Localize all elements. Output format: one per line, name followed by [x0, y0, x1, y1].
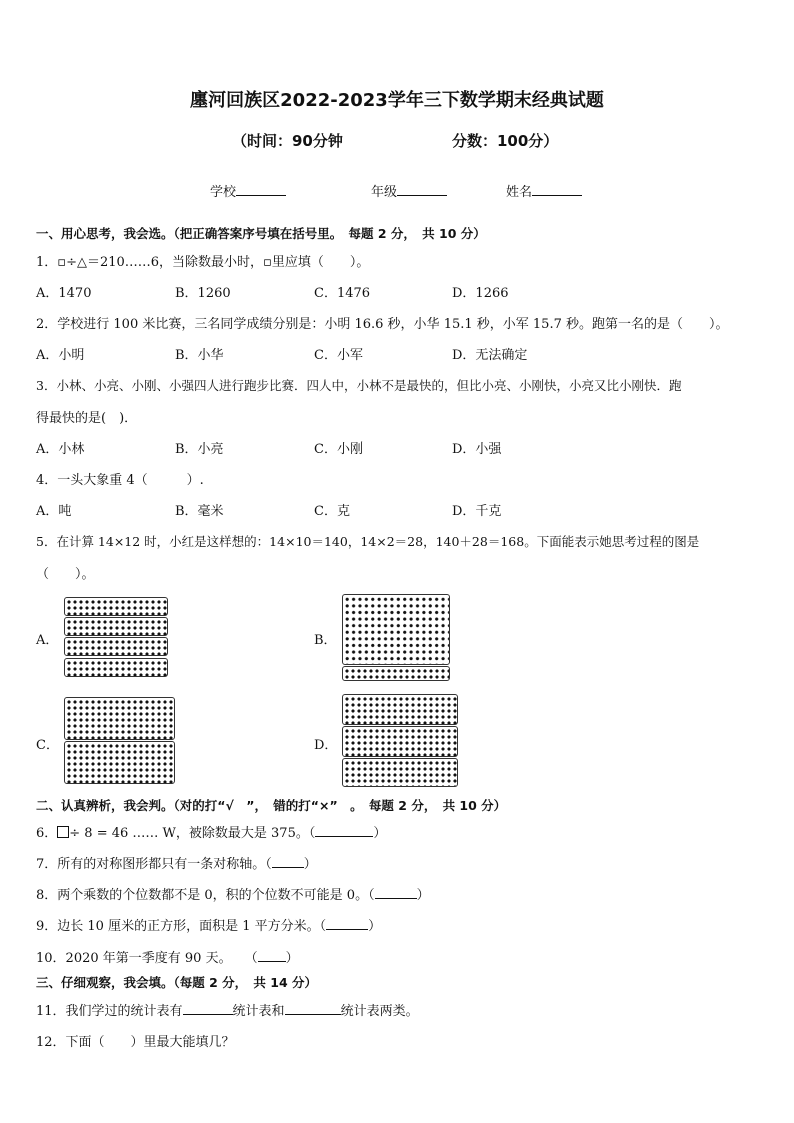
- question-3-line-1: 3．小林、小亮、小刚、小强四人进行跑步比赛．四人中，小林不是最快的，但比小亮、小刚快，小亮又比小刚快．跑: [36, 378, 682, 393]
- q10-answer-blank[interactable]: [258, 948, 286, 962]
- name-label: 姓名: [506, 185, 533, 200]
- q6-answer-blank[interactable]: [315, 823, 373, 837]
- q4-option-a[interactable]: A．吨: [36, 504, 72, 519]
- question-9: [36, 915, 381, 934]
- grade-blank[interactable]: [397, 182, 447, 196]
- dot-strip: [64, 597, 168, 616]
- q1-option-b[interactable]: B．1260: [175, 286, 231, 301]
- q9-text: 9．边长 10 厘米的正方形，面积是 1 平方分米。（: [36, 919, 327, 934]
- question-8: [36, 884, 430, 903]
- q1-option-c[interactable]: C．1476: [314, 286, 371, 301]
- grade-field: [371, 181, 447, 200]
- square-box-icon: [57, 826, 69, 838]
- dot-strip: [64, 658, 168, 677]
- question-2: 2．学校进行 100 米比赛，三名同学成绩分别是：小明 16.6 秒，小华 15.1 秒，小军 15.7 秒。跑第一名的是（ ）。: [36, 317, 729, 332]
- q5-option-c[interactable]: C．: [36, 738, 59, 753]
- name-field: [506, 181, 582, 200]
- q3-option-c[interactable]: C．小刚: [314, 442, 363, 457]
- dot-block: [342, 726, 458, 757]
- q6-number: 6．: [36, 826, 58, 841]
- q5-option-a[interactable]: A．: [36, 633, 59, 648]
- dot-strip: [64, 637, 168, 656]
- exam-time: （时间：90分钟: [232, 132, 343, 150]
- dot-strip: [64, 617, 168, 636]
- q11-text-3: 统计表两类。: [340, 1004, 419, 1019]
- q2-option-d[interactable]: D．无法确定: [452, 348, 528, 363]
- section-1-heading: 一、用心思考，我会选。（把正确答案序号填在括号里。 每题 2 分， 共 10 分）: [36, 226, 486, 241]
- q8-answer-blank[interactable]: [375, 885, 417, 899]
- question-3-line-2: 得最快的是( )．: [36, 411, 138, 426]
- q1-option-d[interactable]: D．1266: [452, 286, 509, 301]
- q11-text-2: 统计表和: [232, 1004, 285, 1019]
- q9-close: ）: [368, 919, 382, 934]
- dot-block: [342, 694, 458, 725]
- question-10: [36, 947, 299, 966]
- question-4: 4．一头大象重 4（ ）.: [36, 473, 204, 488]
- q8-close: ）: [416, 888, 430, 903]
- dot-block: [342, 594, 450, 665]
- question-5-line-1: 5．在计算 14×12 时，小红是这样想的：14×10＝140，14×2＝28，140＋28＝168。下面能表示她思考过程的图是: [36, 534, 700, 549]
- exam-score: 分数：100分）: [452, 132, 559, 150]
- question-11: [36, 1000, 419, 1019]
- q9-answer-blank[interactable]: [326, 916, 368, 930]
- q10-text: 10．2020 年第一季度有 90 天。 （: [36, 951, 258, 966]
- section-3-heading: 三、仔细观察，我会填。（每题 2 分， 共 14 分）: [36, 975, 318, 990]
- dot-block: [342, 758, 458, 787]
- question-5-line-2: （ ）。: [36, 567, 95, 582]
- q5-option-b[interactable]: B．: [314, 633, 337, 648]
- q4-option-d[interactable]: D．千克: [452, 504, 502, 519]
- q11-blank-2[interactable]: [285, 1001, 341, 1015]
- q7-answer-blank[interactable]: [272, 854, 304, 868]
- q3-option-a[interactable]: A．小林: [36, 442, 85, 457]
- dot-block: [64, 697, 175, 740]
- q6-text: ÷ 8 = 46 …… W，被除数最大是 375。（: [69, 826, 316, 841]
- name-blank[interactable]: [532, 182, 582, 196]
- q3-option-b[interactable]: B．小亮: [175, 442, 224, 457]
- q2-option-c[interactable]: C．小军: [314, 348, 363, 363]
- q2-option-b[interactable]: B．小华: [175, 348, 224, 363]
- section-2-heading: 二、认真辨析，我会判。（对的打“√ ”， 错的打“×” 。 每题 2 分， 共 10 分）: [36, 798, 507, 813]
- grade-label: 年级: [371, 185, 398, 200]
- question-1: 1．▫÷△＝210……6，当除数最小时，▫里应填（ ）。: [36, 255, 370, 270]
- page-title: 廛河回族区2022-2023学年三下数学期末经典试题: [190, 90, 604, 111]
- q6-close: ）: [373, 826, 387, 841]
- dot-strip: [342, 666, 450, 681]
- school-label: 学校: [210, 185, 237, 200]
- q7-close: ）: [303, 857, 317, 872]
- q3-option-d[interactable]: D．小强: [452, 442, 502, 457]
- q2-option-a[interactable]: A．小明: [36, 348, 85, 363]
- q7-text: 7．所有的对称图形都只有一条对称轴。（: [36, 857, 272, 872]
- q4-option-c[interactable]: C．克: [314, 504, 350, 519]
- q1-option-a[interactable]: A．1470: [36, 286, 92, 301]
- q8-text: 8．两个乘数的个位数都不是 0，积的个位数不可能是 0。（: [36, 888, 375, 903]
- q10-close: ）: [285, 951, 299, 966]
- question-6: [36, 822, 386, 841]
- school-field: [210, 181, 286, 200]
- question-12: 12．下面（ ）里最大能填几？: [36, 1035, 235, 1050]
- q5-option-d[interactable]: D．: [314, 738, 338, 753]
- school-blank[interactable]: [236, 182, 286, 196]
- q11-blank-1[interactable]: [183, 1001, 233, 1015]
- q11-text-1: 11．我们学过的统计表有: [36, 1004, 183, 1019]
- q4-option-b[interactable]: B．毫米: [175, 504, 224, 519]
- dot-block: [64, 741, 175, 784]
- question-7: [36, 853, 317, 872]
